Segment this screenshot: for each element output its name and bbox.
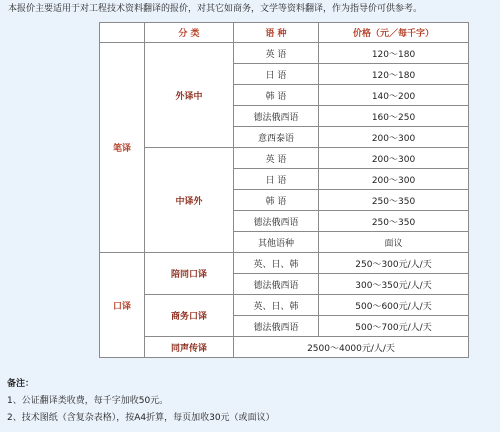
price-cell: 200～300 bbox=[319, 148, 469, 169]
language-cell: 日 语 bbox=[234, 64, 319, 85]
price-cell: 160～250 bbox=[319, 106, 469, 127]
notes-title: 备注： bbox=[7, 379, 35, 389]
language-cell: 德法俄西语 bbox=[234, 274, 319, 295]
language-cell: 韩 语 bbox=[234, 85, 319, 106]
price-cell: 140～200 bbox=[319, 85, 469, 106]
price-cell: 250～350 bbox=[319, 211, 469, 232]
price-cell: 250～300元/人/天 bbox=[319, 253, 469, 274]
language-cell: 意西泰语 bbox=[234, 127, 319, 148]
price-cell: 500～700元/人/天 bbox=[319, 316, 469, 337]
group-foreign-to-chinese: 外译中 bbox=[145, 43, 234, 148]
language-cell: 英、日、韩 bbox=[234, 295, 319, 316]
price-cell: 250～350 bbox=[319, 190, 469, 211]
header-language: 语 种 bbox=[234, 23, 319, 43]
price-cell: 120～180 bbox=[319, 64, 469, 85]
price-cell: 面议 bbox=[319, 232, 469, 253]
price-cell: 200～300 bbox=[319, 127, 469, 148]
price-table bbox=[99, 22, 469, 358]
group-simultaneous-interpreting: 同声传译 bbox=[145, 337, 234, 358]
header-category: 分 类 bbox=[145, 23, 234, 43]
category-oral: 口译 bbox=[100, 253, 145, 358]
header-price: 价格（元／每千字） bbox=[319, 23, 469, 43]
table-row bbox=[100, 295, 469, 316]
table-row bbox=[100, 253, 469, 274]
table-header-row bbox=[100, 23, 469, 43]
language-cell: 其他语种 bbox=[234, 232, 319, 253]
table-row bbox=[100, 148, 469, 169]
price-table-wrapper bbox=[99, 22, 469, 358]
category-written: 笔译 bbox=[100, 43, 145, 253]
notes-section bbox=[7, 376, 275, 427]
price-cell: 120～180 bbox=[319, 43, 469, 64]
language-cell: 英 语 bbox=[234, 148, 319, 169]
note-item: 2、技术图纸（含复杂表格），按A4折算，每页加收30元（或面议） bbox=[7, 413, 275, 423]
language-cell: 德法俄西语 bbox=[234, 211, 319, 232]
header-blank bbox=[100, 23, 145, 43]
table-row bbox=[100, 337, 469, 358]
intro-text: 本报价主要适用于对工程技术资料翻译的报价，对其它如商务，文学等资料翻译，作为指导价可供参考。 bbox=[8, 4, 423, 14]
group-chinese-to-foreign: 中译外 bbox=[145, 148, 234, 253]
group-escort-interpreting: 陪同口译 bbox=[145, 253, 234, 295]
language-cell: 英 语 bbox=[234, 43, 319, 64]
language-cell: 德法俄西语 bbox=[234, 316, 319, 337]
group-business-interpreting: 商务口译 bbox=[145, 295, 234, 337]
language-cell: 日 语 bbox=[234, 169, 319, 190]
price-cell: 500～600元/人/天 bbox=[319, 295, 469, 316]
price-cell: 200～300 bbox=[319, 169, 469, 190]
language-cell: 韩 语 bbox=[234, 190, 319, 211]
note-item: 1、公证翻译类收费，每千字加收50元。 bbox=[7, 396, 169, 406]
price-cell: 2500～4000元/人/天 bbox=[234, 337, 469, 358]
language-cell: 德法俄西语 bbox=[234, 106, 319, 127]
table-row bbox=[100, 43, 469, 64]
language-cell: 英、日、韩 bbox=[234, 253, 319, 274]
price-cell: 300～350元/人/天 bbox=[319, 274, 469, 295]
